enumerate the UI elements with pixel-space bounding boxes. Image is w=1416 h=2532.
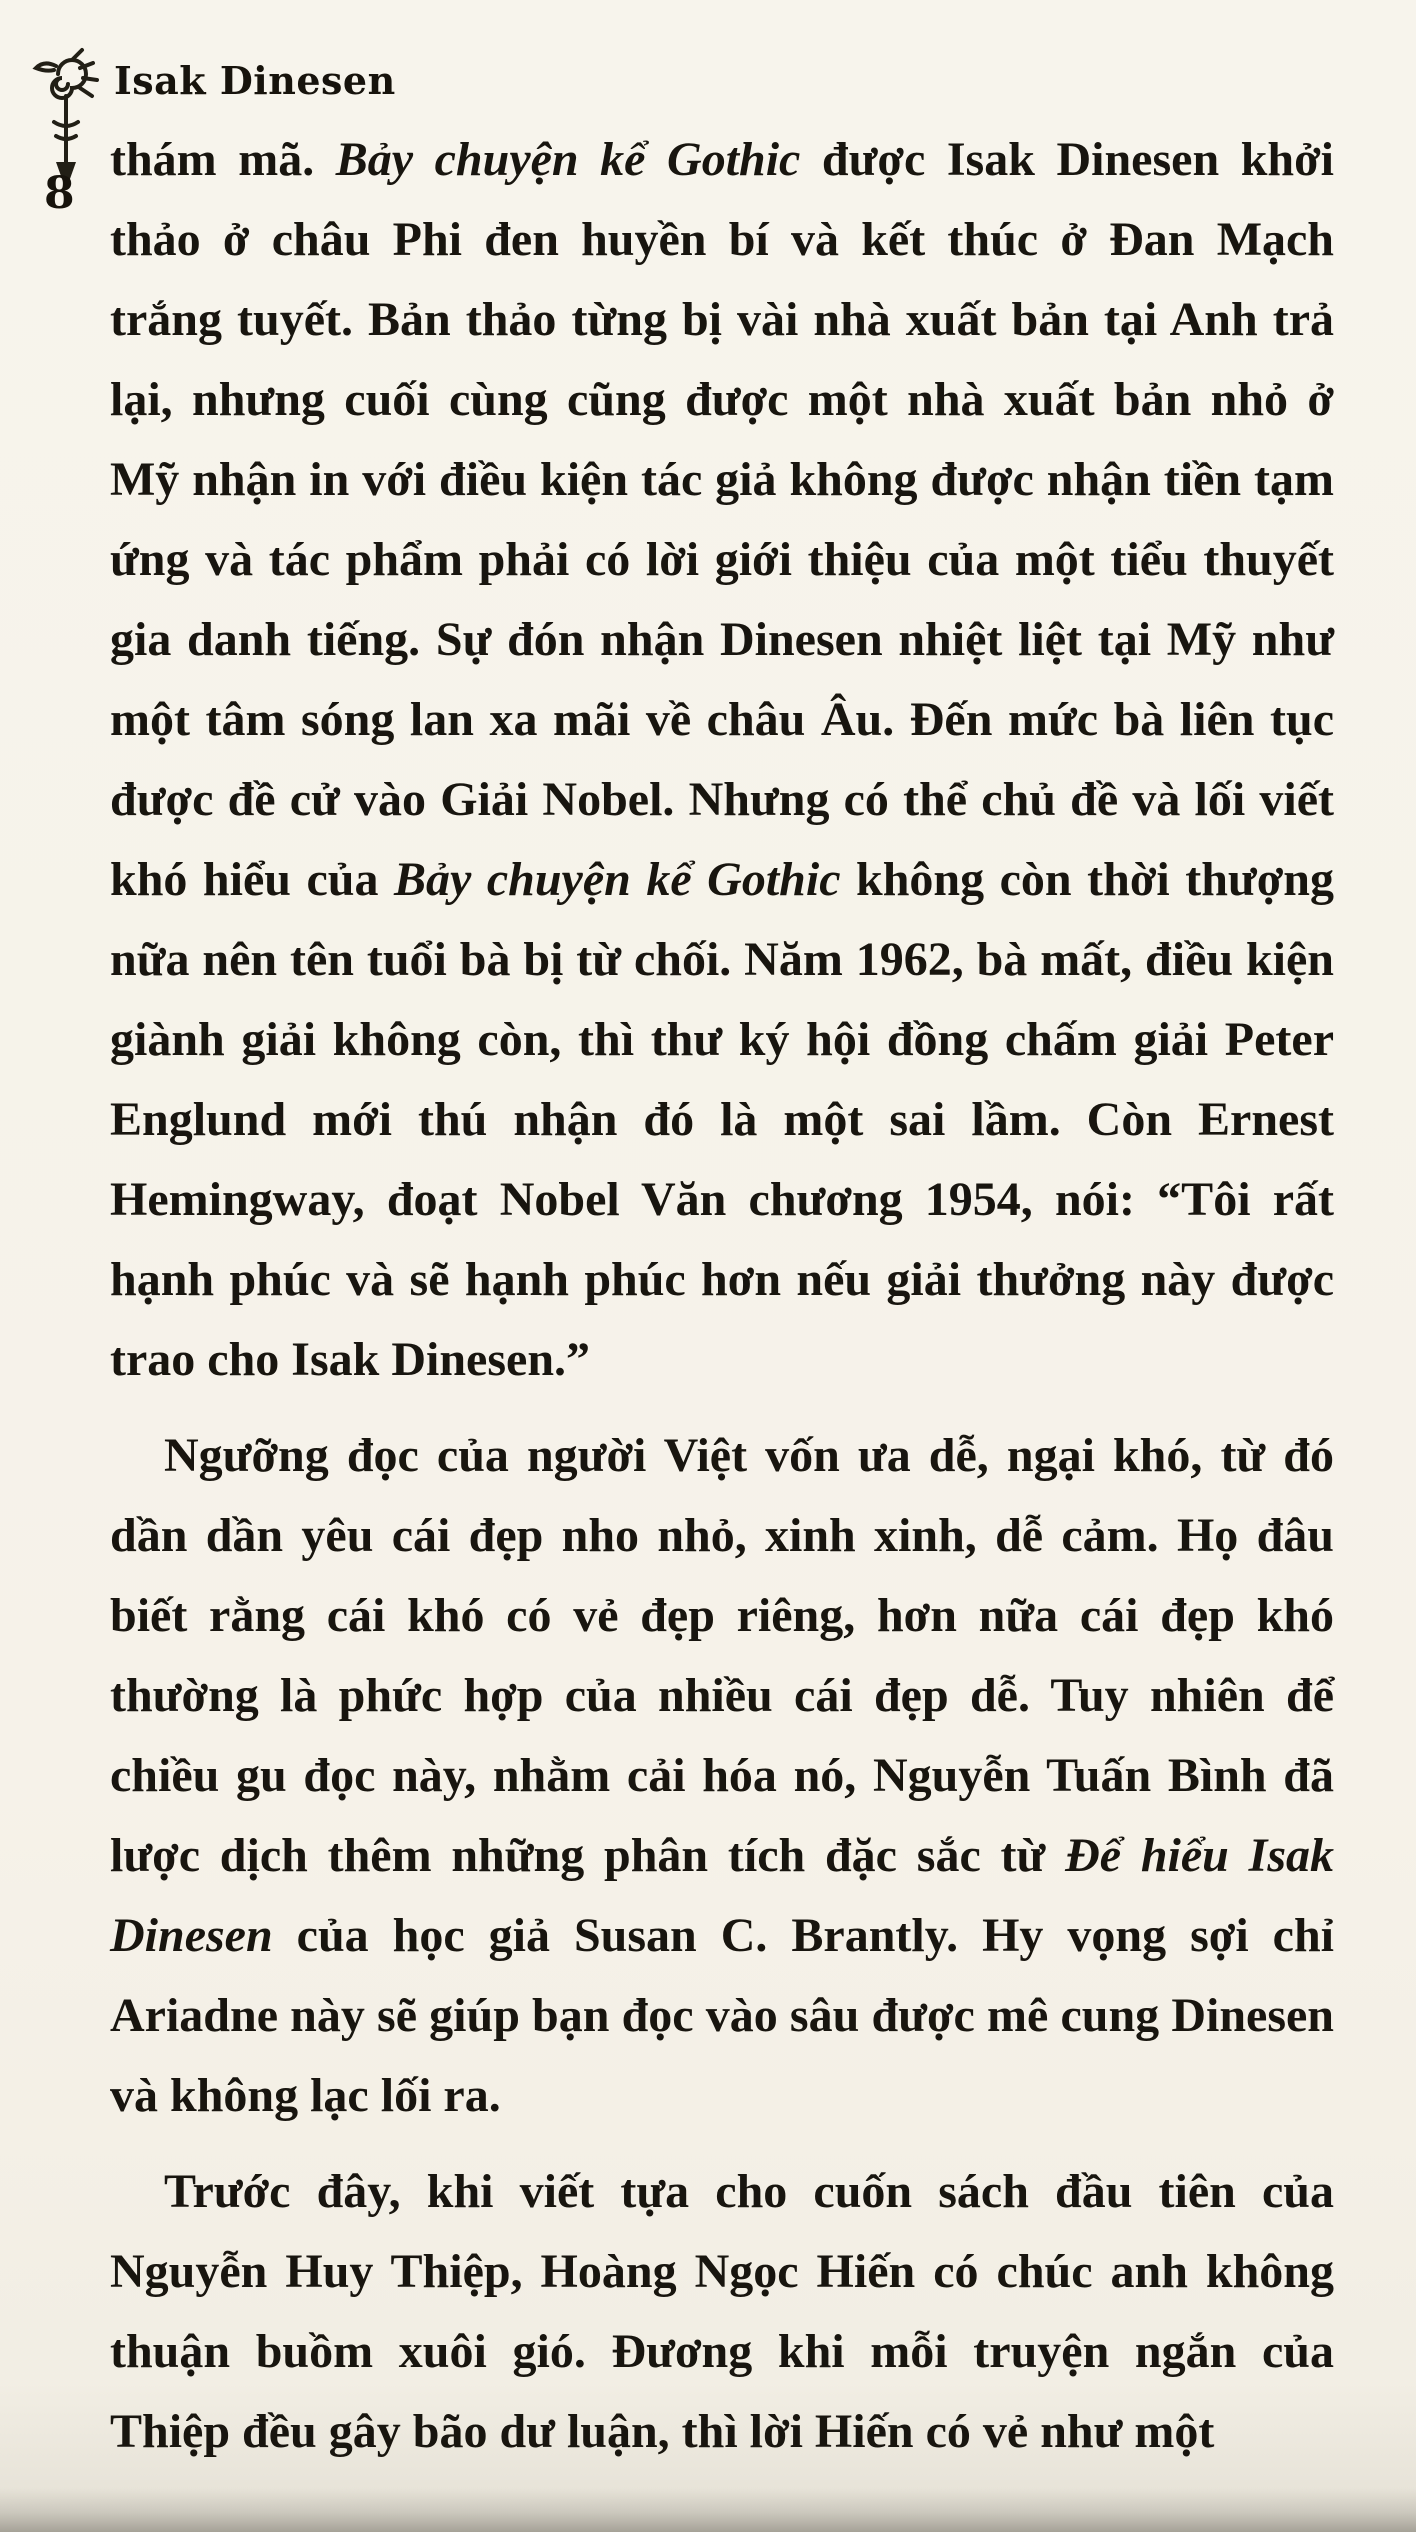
page-body <box>110 120 1334 2488</box>
paragraph-1 <box>110 120 1334 1400</box>
body-text-run: không còn thời thượng nữa nên tên tuổi bà bị từ chối. Năm 1962, bà mất, điều kiện giành giải không còn, thì thư ký hội đồng chấm giải Peter Englund mới thú nhận đó là một sai lầm. Còn Ernest Hemingway, đoạt Nobel Văn chương 1954, nói: “Tôi rất hạnh phúc và sẽ hạnh phúc hơn nếu giải thưởng này được trao cho Isak Dinesen.” <box>110 853 1335 1386</box>
paragraph-3 <box>110 2152 1334 2472</box>
book-title-italic: Bảy chuyện kể Gothic <box>335 133 801 186</box>
page-edge-shadow <box>0 2488 1416 2532</box>
book-title-italic: Để hiểu Isak Dinesen <box>110 1829 1335 1962</box>
body-text-run: của học giả Susan C. Brantly. Hy vọng sợi chỉ Ariadne này sẽ giúp bạn đọc vào sâu được mê cung Dinesen và không lạc lối ra. <box>110 1909 1334 2122</box>
body-text-run: được Isak Dinesen khởi thảo ở châu Phi đen huyền bí và kết thúc ở Đan Mạch trắng tuyết. Bản thảo từng bị vài nhà xuất bản tại Anh trả lại, nhưng cuối cùng cũng được một nhà xuất bản nhỏ ở Mỹ nhận in với điều kiện tác giả không được nhận tiền tạm ứng và tác phẩm phải có lời giới thiệu của một tiểu thuyết gia danh tiếng. Sự đón nhận Dinesen nhiệt liệt tại Mỹ như một tâm sóng lan xa mãi về châu Âu. Đến mức bà liên tục được đề cử vào Giải Nobel. Nhưng có thể chủ đề và lối viết khó hiểu của <box>110 133 1334 906</box>
body-text-run: thám mã. <box>110 133 336 186</box>
page-number: 8 <box>44 168 75 219</box>
body-text-run: Ngưỡng đọc của người Việt vốn ưa dễ, ngại khó, từ đó dần dần yêu cái đẹp nho nhỏ, xinh xinh, dễ cảm. Họ đâu biết rằng cái khó có vẻ đẹp riêng, hơn nữa cái đẹp khó thường là phức hợp của nhiều cái đẹp dễ. Tuy nhiên để chiều gu đọc này, nhằm cải hóa nó, Nguyễn Tuấn Bình đã lược dịch thêm những phân tích đặc sắc từ <box>110 1429 1334 1882</box>
running-title: Isak Dinesen <box>114 58 396 103</box>
book-title-italic: Bảy chuyện kể Gothic <box>393 853 841 906</box>
paragraph-2 <box>110 1416 1334 2136</box>
body-text-run: Trước đây, khi viết tựa cho cuốn sách đầu tiên của Nguyễn Huy Thiệp, Hoàng Ngọc Hiến có chúc anh không thuận buồm xuôi gió. Đương khi mỗi truyện ngắn của Thiệp đều gây bão dư luận, thì lời Hiến có vẻ như một <box>110 2165 1334 2458</box>
